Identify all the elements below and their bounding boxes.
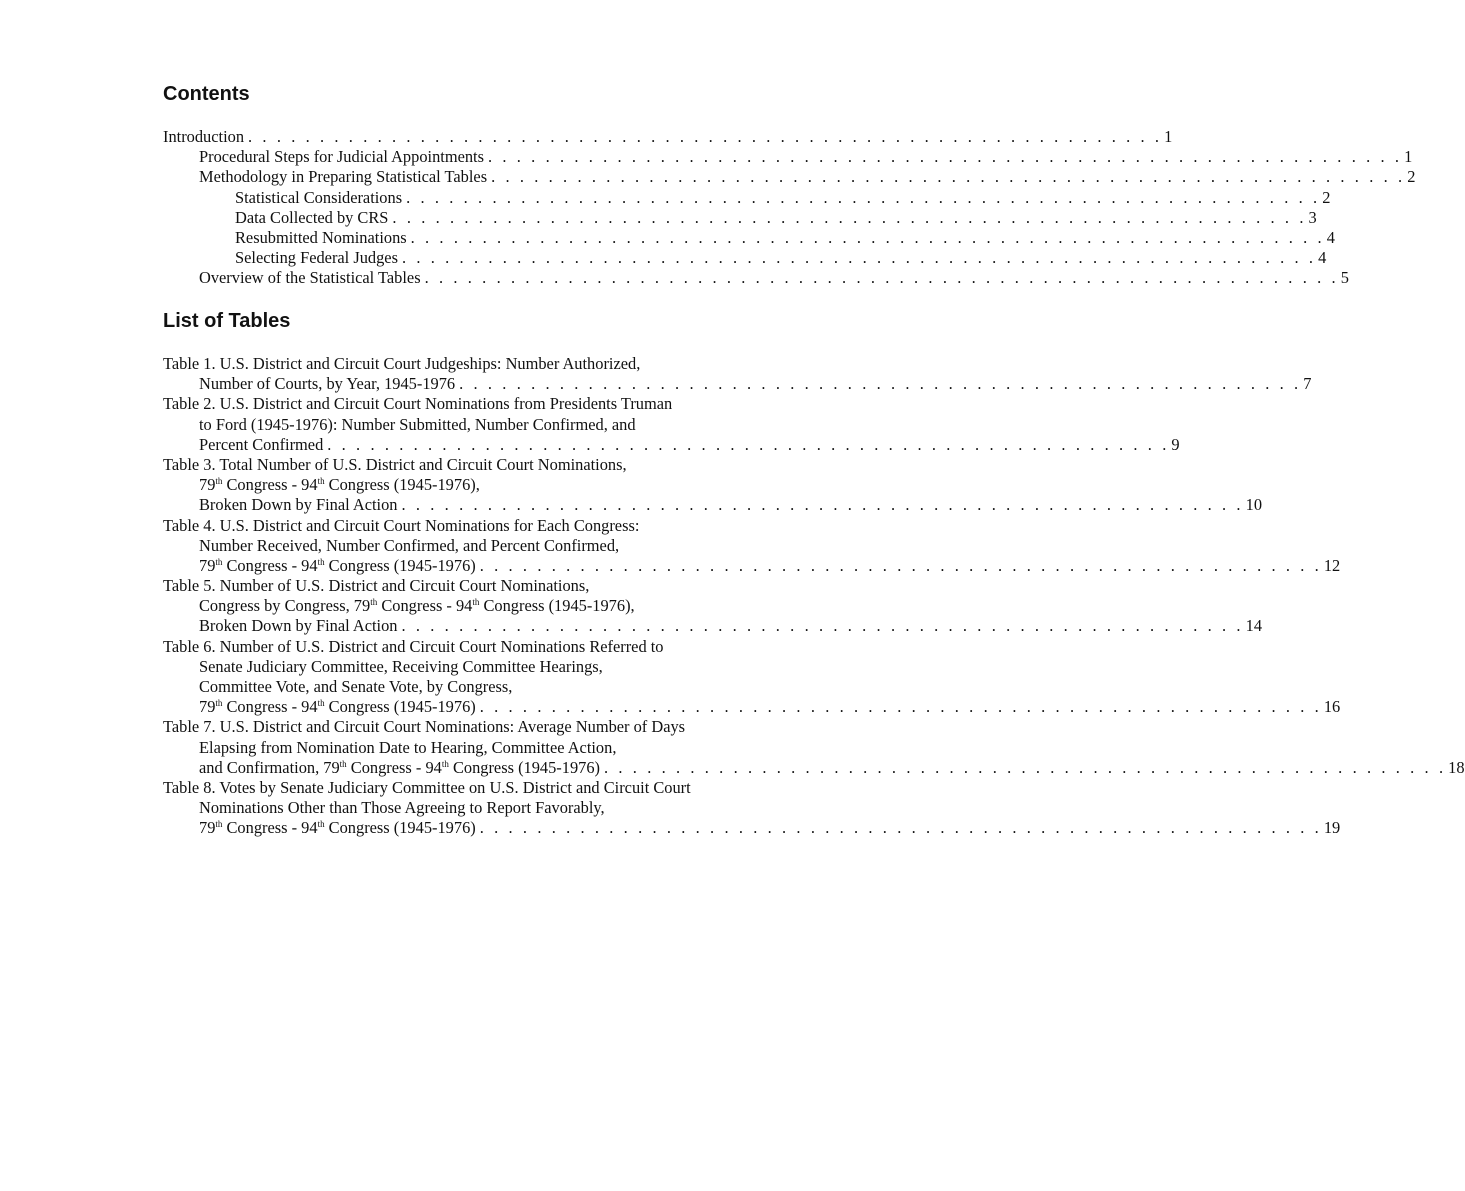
- table-entry-4-line[interactable]: Table 4. U.S. District and Circuit Court Nominations for Each Congress:: [163, 515, 640, 535]
- table-entry-4-line[interactable]: Number Received, Number Confirmed, and Percent Confirmed,: [199, 535, 620, 555]
- table-entry-5-line[interactable]: Congress by Congress, 79th Congress - 94th Congress (1945-1976),: [199, 596, 635, 616]
- table-entry-6-line[interactable]: Committee Vote, and Senate Vote, by Congress,: [199, 677, 513, 696]
- table-entry-8-last[interactable]: 79th Congress - 94th Congress (1945-1976) . . . . . . . . . . . . . . . . . . . . . . . . . . . . . . . . . . . . . . . . . . . . . . . . . . . . . . . . . . . 19: [199, 818, 1341, 838]
- table-entry-8-line[interactable]: Nominations Other than Those Agreeing to Report Favorably,: [199, 798, 605, 818]
- tables-list: [163, 354, 1465, 839]
- table-entry-3-line[interactable]: Table 3. Total Number of U.S. District and Circuit Court Nominations,: [163, 454, 627, 474]
- list-of-tables-heading: List of Tables: [163, 310, 291, 332]
- toc-entry[interactable]: Overview of the Statistical Tables . . . . . . . . . . . . . . . . . . . . . . . . . . . . . . . . . . . . . . . . . . . . . . . . . . . . . . . . . . . . . . . . 5: [199, 268, 1349, 288]
- toc-entry[interactable]: Data Collected by CRS . . . . . . . . . . . . . . . . . . . . . . . . . . . . . . . . . . . . . . . . . . . . . . . . . . . . . . . . . . . . . . . . 3: [235, 207, 1317, 227]
- toc-entry[interactable]: Resubmitted Nominations . . . . . . . . . . . . . . . . . . . . . . . . . . . . . . . . . . . . . . . . . . . . . . . . . . . . . . . . . . . . . . . . 4: [235, 227, 1335, 247]
- toc-entry[interactable]: Selecting Federal Judges . . . . . . . . . . . . . . . . . . . . . . . . . . . . . . . . . . . . . . . . . . . . . . . . . . . . . . . . . . . . . . . . 4: [235, 248, 1327, 268]
- contents-list: [163, 127, 1416, 289]
- table-entry-7-line[interactable]: Elapsing from Nomination Date to Hearing, Committee Action,: [199, 737, 617, 757]
- toc-entry[interactable]: Statistical Considerations . . . . . . . . . . . . . . . . . . . . . . . . . . . . . . . . . . . . . . . . . . . . . . . . . . . . . . . . . . . . . . . . 2: [235, 187, 1331, 207]
- table-entry-6-line[interactable]: Table 6. Number of U.S. District and Circuit Court Nominations Referred to: [163, 636, 664, 656]
- table-entry-1-line[interactable]: Table 1. U.S. District and Circuit Court Judgeships: Number Authorized,: [163, 354, 641, 373]
- table-entry-2-last[interactable]: Percent Confirmed . . . . . . . . . . . . . . . . . . . . . . . . . . . . . . . . . . . . . . . . . . . . . . . . . . . . . . . . . . . 9: [199, 434, 1180, 454]
- table-entry-2-line[interactable]: to Ford (1945-1976): Number Submitted, Number Confirmed, and: [199, 414, 636, 434]
- toc-entry[interactable]: Procedural Steps for Judicial Appointments . . . . . . . . . . . . . . . . . . . . . . . . . . . . . . . . . . . . . . . . . . . . . . . . . . . . . . . . . . . . . . . . 1: [199, 147, 1413, 167]
- table-entry-8-line[interactable]: Table 8. Votes by Senate Judiciary Committee on U.S. District and Circuit Court: [163, 777, 691, 797]
- contents-heading: Contents: [163, 83, 250, 105]
- table-entry-3-line[interactable]: 79th Congress - 94th Congress (1945-1976),: [199, 475, 480, 495]
- table-entry-1-last[interactable]: Number of Courts, by Year, 1945-1976 . . . . . . . . . . . . . . . . . . . . . . . . . . . . . . . . . . . . . . . . . . . . . . . . . . . . . . . . . . . 7: [199, 374, 1312, 394]
- table-entry-5-line[interactable]: Table 5. Number of U.S. District and Circuit Court Nominations,: [163, 576, 590, 596]
- table-entry-6-line[interactable]: Senate Judiciary Committee, Receiving Committee Hearings,: [199, 656, 603, 676]
- table-entry-3-last[interactable]: Broken Down by Final Action . . . . . . . . . . . . . . . . . . . . . . . . . . . . . . . . . . . . . . . . . . . . . . . . . . . . . . . . . . . 10: [199, 495, 1263, 515]
- toc-entry[interactable]: Methodology in Preparing Statistical Tables . . . . . . . . . . . . . . . . . . . . . . . . . . . . . . . . . . . . . . . . . . . . . . . . . . . . . . . . . . . . . . . . 2: [199, 167, 1416, 187]
- table-entry-2-line[interactable]: Table 2. U.S. District and Circuit Court Nominations from Presidents Truman: [163, 394, 673, 414]
- table-entry-7-last[interactable]: and Confirmation, 79th Congress - 94th Congress (1945-1976) . . . . . . . . . . . . . . . . . . . . . . . . . . . . . . . . . . . . . . . . . . . . . . . . . . . . . . . . . . . 18: [199, 757, 1465, 777]
- table-entry-5-last[interactable]: Broken Down by Final Action . . . . . . . . . . . . . . . . . . . . . . . . . . . . . . . . . . . . . . . . . . . . . . . . . . . . . . . . . . . 14: [199, 616, 1263, 636]
- table-entry-4-last[interactable]: 79th Congress - 94th Congress (1945-1976) . . . . . . . . . . . . . . . . . . . . . . . . . . . . . . . . . . . . . . . . . . . . . . . . . . . . . . . . . . . 12: [199, 555, 1341, 575]
- table-entry-6-last[interactable]: 79th Congress - 94th Congress (1945-1976) . . . . . . . . . . . . . . . . . . . . . . . . . . . . . . . . . . . . . . . . . . . . . . . . . . . . . . . . . . . 16: [199, 697, 1341, 717]
- toc-entry[interactable]: Introduction . . . . . . . . . . . . . . . . . . . . . . . . . . . . . . . . . . . . . . . . . . . . . . . . . . . . . . . . . . . . . . . . 1: [163, 127, 1173, 146]
- table-entry-7-line[interactable]: Table 7. U.S. District and Circuit Court Nominations: Average Number of Days: [163, 717, 686, 737]
